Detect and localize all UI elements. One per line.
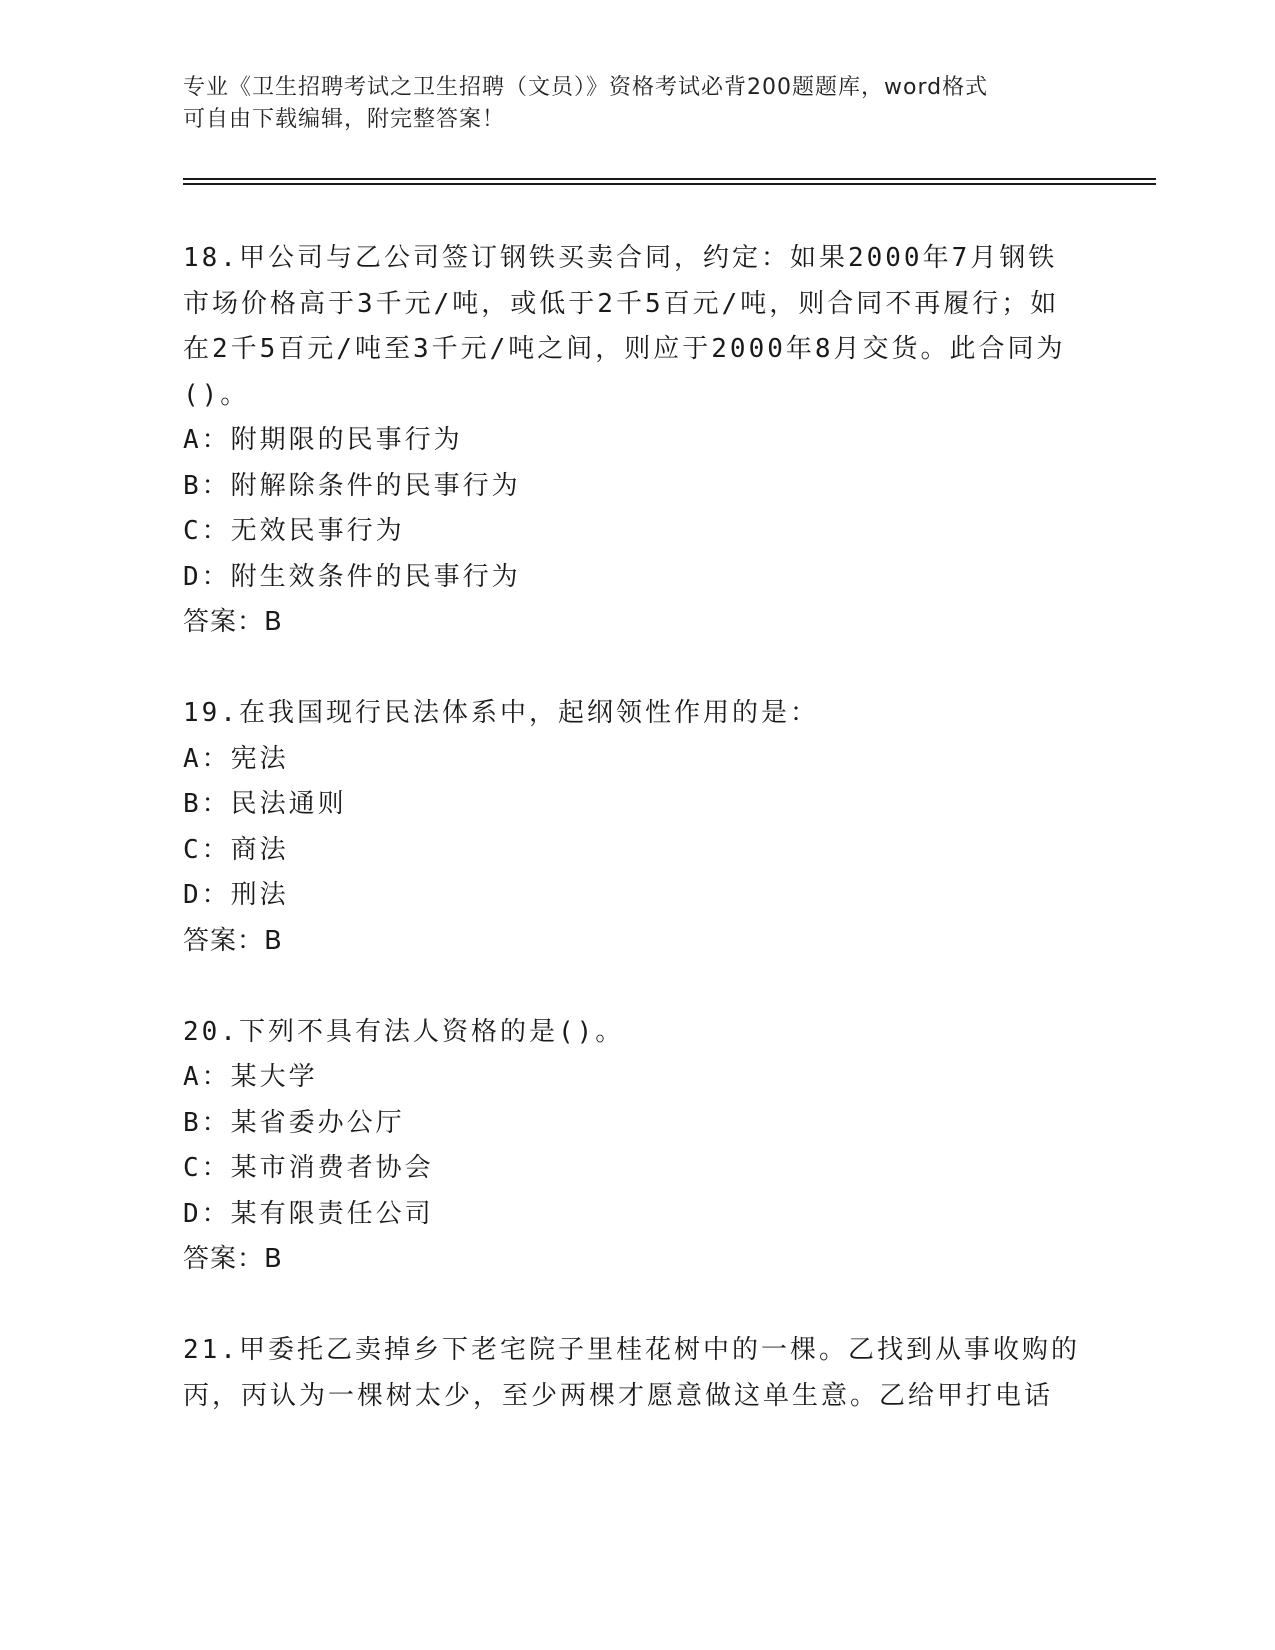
question-21 (183, 1328, 1083, 1419)
option-a: A：附期限的民事行为 (183, 425, 463, 455)
question-19 (183, 691, 1083, 964)
option-a: A：宪法 (183, 743, 289, 774)
option-d: D：某有限责任公司 (183, 1198, 434, 1229)
question-20 (183, 1010, 1083, 1283)
question-spacer (183, 1283, 1083, 1329)
option-c: C：某市消费者协会 (183, 1153, 434, 1183)
question-spacer (183, 646, 1083, 692)
answer-label: 答案：B (183, 607, 283, 637)
question-stem: 20.下列不具有法人资格的是()。 (183, 1016, 625, 1047)
question-list (183, 236, 1083, 1419)
header-divider-bottom (183, 183, 1156, 185)
question-stem: 21.甲委托乙卖掉乡下老宅院子里桂花树中的一棵。乙找到从事收购的丙，丙认为一棵树太少，至少两棵才愿意做这单生意。乙给甲打电话 (183, 1335, 1080, 1411)
option-b: B：某省委办公厅 (183, 1107, 405, 1138)
option-a: A：某大学 (183, 1062, 318, 1092)
option-c: C：商法 (183, 834, 289, 865)
document-header (183, 72, 1063, 136)
question-18 (183, 236, 1083, 646)
option-c: C：无效民事行为 (183, 516, 405, 546)
header-title-line1: 专业《卫生招聘考试之卫生招聘（文员）》资格考试必背200题题库，word格式 (183, 75, 989, 100)
answer-label: 答案：B (183, 925, 283, 956)
option-d: D：附生效条件的民事行为 (183, 561, 521, 592)
question-spacer (183, 964, 1083, 1010)
header-title-line2: 可自由下载编辑，附完整答案！ (183, 107, 506, 132)
header-divider-top (183, 178, 1156, 180)
option-b: B：附解除条件的民事行为 (183, 470, 521, 501)
answer-label: 答案：B (183, 1244, 283, 1274)
option-b: B：民法通则 (183, 789, 347, 819)
question-stem: 19.在我国现行民法体系中，起纲领性作用的是： (183, 698, 819, 728)
option-d: D：刑法 (183, 880, 289, 910)
question-stem: 18.甲公司与乙公司签订钢铁买卖合同，约定：如果2000年7月钢铁市场价格高于3千元/吨，或低于2千5百元/吨，则合同不再履行；如在2千5百元/吨至3千元/吨之间，则应于2000年8月交货。此合同为()。 (183, 243, 1066, 410)
